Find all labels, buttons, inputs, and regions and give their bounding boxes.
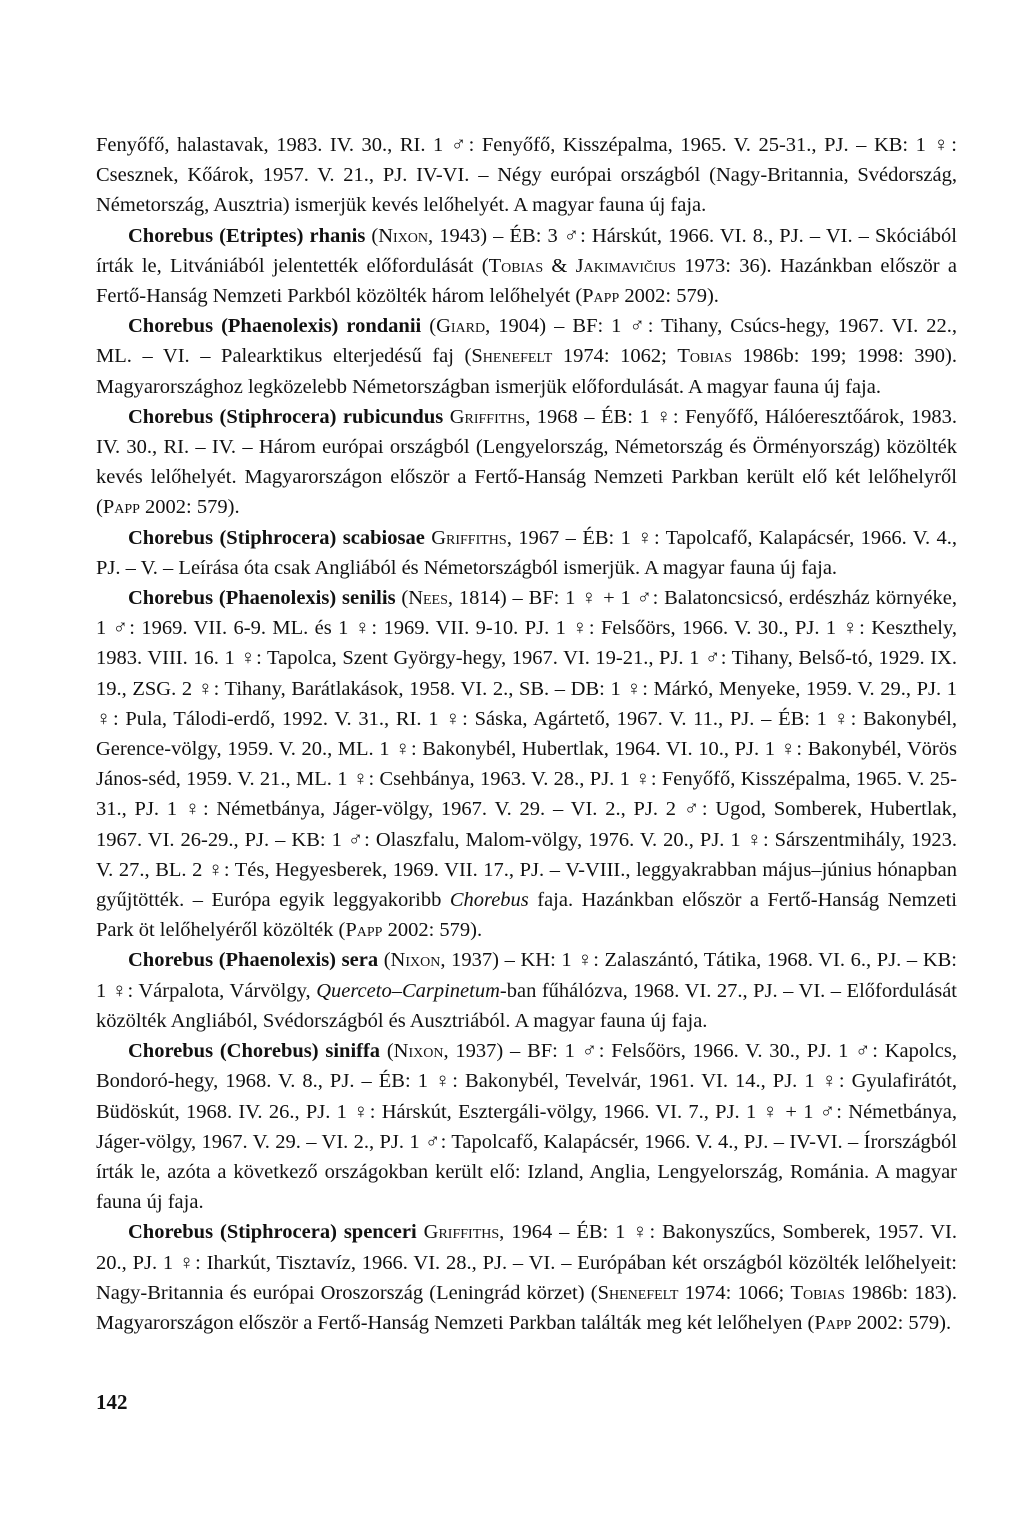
text-run: , 1904) – BF: 1 ♂: Tihany, Csúcs-hegy, 1967. VI. 22., ML. – VI. – Palearktikus elterjedésű faj ( (96, 315, 958, 368)
text-run: , 1937) – BF: 1 ♂: Felsőörs, 1966. V. 30., PJ. 1 ♂: Kapolcs, Bondoró-hegy, 1968. V. 8., PJ. – ÉB: 1 ♀: Bakonybél, Tevelvár, 1961. VI. 14., PJ. 1 ♀: Gyulafirátót, Büdöskút, 1968. IV. 26., PJ. 1 ♀: Hárskút, Esztergáli-völgy, 1966. VI. 7., PJ. 1 ♀ + 1 ♂: Németbánya, Jáger-völgy, 1967. V. 29. – VI. 2., PJ. 1 ♂: Tapolcafő, Kalapácsér, 1966. V. 4., PJ. – IV-VI. – Írországból írták le, azóta a következő országokban került elő: Izland, Anglia, Lengyelország, Románia. A magyar fauna új faja. (96, 1040, 957, 1214)
paragraph (96, 523, 957, 583)
text-run: , 1943) – ÉB: 3 ♂: Hárskút, 1966. VI. 8., PJ. – VI. – Skóciából írták le, Litvániából jelentették előfordulását ( (96, 224, 958, 277)
text-run: , 1967 – ÉB: 1 ♀: Tapolcafő, Kalapácsér, 1966. V. 4., PJ. – V. – Leírása óta csak Angliából és Németországból ismerjük. A magyar fauna új faja. (96, 526, 958, 579)
species-name: Chorebus (Etriptes) rhanis (128, 224, 366, 247)
text-run: 1986b: 183). Magyarországon először a Fertő-Hanság Nemzeti Parkban találták meg két lelőhelyen ( (96, 1281, 957, 1334)
paragraph (96, 1217, 957, 1338)
species-name: Chorebus (Phaenolexis) rondanii (128, 315, 422, 338)
text-run: 2002: 579). (851, 1311, 952, 1334)
author-name: Papp (345, 919, 383, 942)
text-run: ( (378, 949, 391, 972)
text-run: 1974: 1062; (552, 345, 678, 368)
text-run: ( (380, 1040, 394, 1063)
author-name: Nixon (390, 949, 441, 972)
author-name: Tobias (677, 345, 732, 368)
paragraph (96, 583, 957, 945)
species-name: Chorebus (Stiphrocera) rubicundus (128, 405, 444, 428)
author-name: Tobias (488, 254, 544, 277)
author-name: Griffiths (431, 526, 507, 549)
paragraph (96, 1036, 957, 1217)
text-run: 2002: 579). (619, 285, 719, 308)
text-run: , 1964 – ÉB: 1 ♀: Bakonyszűcs, Somberek, 1957. VI. 20., PJ. 1 ♀: Iharkút, Tisztavíz, 1966. VI. 28., PJ. – VI. – Európában két országból közölték lelőhelyeit: Nagy-Britannia és európai Oroszország (Leningrád körzet) ( (96, 1221, 958, 1304)
text-run: ( (421, 315, 437, 338)
author-name: Griffiths (423, 1221, 500, 1244)
text-run: 1973: 36). Hazánkban először a Fertő-Hanság Nemzeti Parkból közölték három lelőhelyét ( (96, 254, 957, 308)
species-name: Chorebus (Stiphrocera) scabiosae (128, 526, 425, 549)
paragraph (96, 945, 957, 1036)
page-number: 142 (96, 1390, 128, 1414)
author-name: Griffiths (449, 405, 526, 428)
text-run: -ban fűhálózva, 1968. VI. 27., PJ. – VI. – Előfordulását közölték Angliából, Svédországból és Ausztriából. A magyar fauna új faja. (96, 979, 957, 1032)
author-name: Shenefelt (471, 345, 553, 368)
species-name: Chorebus (Phaenolexis) sera (128, 949, 379, 972)
author-name: Jakimavičius (575, 254, 676, 277)
text-run: ( (365, 224, 379, 247)
text-run (417, 1221, 424, 1243)
text-run: , 1814) – BF: 1 ♀ + 1 ♂: Balatoncsicsó, erdészház környéke, 1 ♂: 1969. VII. 6-9. ML. és 1 ♀: 1969. VII. 9-10. PJ. 1 ♀: Felsőörs, 1966. V. 30., PJ. 1 ♀: Keszthely, 1983. VIII. 16. 1 ♀: Tapolca, Szent György-hegy, 1967. VI. 19-21., PJ. 1 ♂: Tihany, Belső-tó, 1929. IX. 19., ZSG. 2 ♀: Tihany, Barátlakások, 1958. VI. 2., SB. – DB: 1 ♀: Márkó, Menyeke, 1959. V. 29., PJ. 1 ♀: Pula, Tálodi-erdő, 1992. V. 31., RI. 1 ♀: Sáska, Agártető, 1967. V. 11., PJ. – ÉB: 1 ♀: Bakonybél, Gerence-völgy, 1959. V. 20., ML. 1 ♀: Bakonybél, Hubertlak, 1964. VI. 10., PJ. 1 ♀: Bakonybél, Vörös János-séd, 1959. V. 21., ML. 1 ♀: Csehbánya, 1963. V. 28., PJ. 1 ♀: Fenyőfő, Kisszépalma, 1965. V. 25-31., PJ. 1 ♀: Németbánya, Jáger-völgy, 1967. V. 29. – VI. 2., PJ. 2 ♂: Ugod, Somberek, Hubertlak, 1967. VI. 26-29., PJ. – KB: 1 ♂: Olaszfalu, Malom-völgy, 1976. V. 20., PJ. 1 ♀: Sárszentmihály, 1923. V. 27., BL. 2 ♀: Tés, Hegyesberek, 1969. VII. 17., PJ. – V-VIII., leggyakrabban május–június hónapban gyűjtötték. – Európa egyik leggyakoribb (96, 587, 957, 912)
text-run: faja. Hazánkban először a Fertő-Hanság Nemzeti Park öt lelőhelyéről közölték ( (96, 889, 958, 942)
text-run: , 1968 – ÉB: 1 ♀: Fenyőfő, Hálóeresztőárok, 1983. IV. 30., RI. – IV. – Három európai országból (Lengyelország, Németország és Örményország) közölték kevés lelőhelyét. Magyarországon először a Fertő-Hanság Nemzeti Parkban került elő két lelőhelyről ( (96, 405, 958, 519)
text-run: , 1937) – KH: 1 ♀: Zalaszántó, Tátika, 1968. VI. 6., PJ. – KB: 1 ♀: Várpalota, Várvölgy, (96, 949, 957, 1002)
author-name: Papp (102, 496, 140, 519)
text-run: 2002: 579). (139, 496, 240, 519)
author-name: Nees (408, 587, 448, 610)
paragraph (96, 130, 957, 221)
paragraph (96, 221, 957, 312)
species-name: Chorebus (Stiphrocera) spenceri (128, 1221, 417, 1244)
paragraph (96, 402, 957, 523)
italic-term: Chorebus (449, 889, 529, 912)
author-name: Shenefelt (597, 1281, 679, 1304)
paragraph (96, 311, 957, 402)
body-text (96, 130, 957, 1338)
text-run: 1986b: 199; 1998: 390). Magyarországhoz legközelebb Németországban ismerjük előfordulását. A magyar fauna új faja. (96, 345, 957, 398)
author-name: Giard (436, 315, 486, 338)
author-name: Papp (814, 1311, 852, 1334)
author-name: Papp (582, 285, 620, 308)
text-run: & (543, 254, 576, 277)
text-run: Fenyőfő, halastavak, 1983. IV. 30., RI. 1 ♂: Fenyőfő, Kisszépalma, 1965. V. 25-31., PJ. – KB: 1 ♀: Csesznek, Kőárok, 1957. V. 21., PJ. IV-VI. – Négy európai országból (Nagy-Britannia, Svédország, Németország, Ausztria) ismerjük kevés lelőhelyét. A magyar fauna új faja. (96, 134, 957, 217)
text-run: 2002: 579). (382, 919, 483, 942)
author-name: Tobias (790, 1281, 845, 1304)
author-name: Nixon (393, 1040, 444, 1063)
text-run: 1974: 1066; (678, 1281, 791, 1304)
italic-term: Querceto–Carpinetum (316, 979, 500, 1002)
text-run: ( (395, 587, 409, 610)
species-name: Chorebus (Chorebus) siniffa (128, 1040, 381, 1063)
author-name: Nixon (378, 224, 429, 247)
species-name: Chorebus (Phaenolexis) senilis (128, 587, 396, 610)
